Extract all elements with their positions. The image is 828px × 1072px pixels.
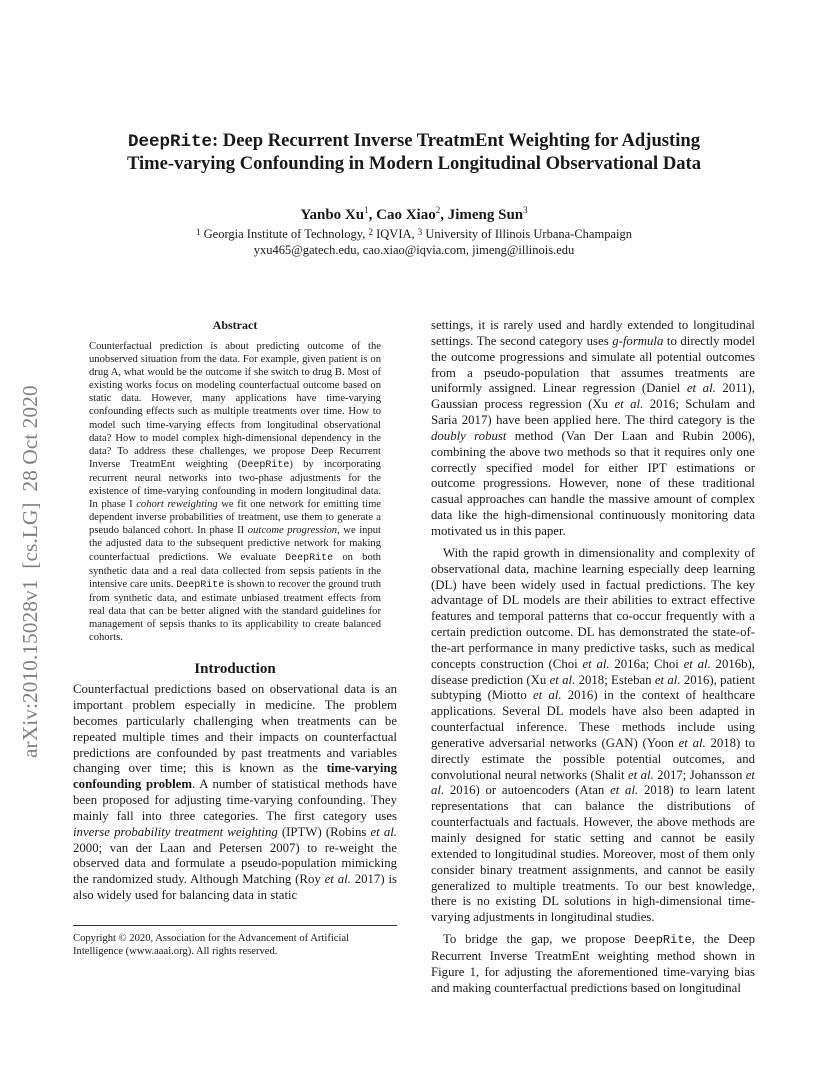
copyright-notice: Copyright © 2020, Association for the Advancement of Artificial Intelligence (www.aaai.org). All rights reserved. [73,925,397,958]
author-emails: yxu465@gatech.edu, cao.xiao@iqvia.com, jimeng@illinois.edu [253,243,575,257]
author-name: Jimeng Sun [447,207,524,223]
affiliations [70,226,758,258]
body-paragraph: To bridge the gap, we propose DeepRite, the Deep Recurrent Inverse TreatmEnt weighting method shown in Figure 1, for adjusting the aforementioned time-varying bias and making counterfactual predictions based on longitudinal [431,932,755,995]
body-paragraph: settings, it is rarely used and hardly extended to longitudinal settings. The second category uses g-formula to directly model the outcome progressions and simulate all potential outcomes from a pseudo-population that assumes treatments are uniformly assigned. Linear regression (Daniel et al. 2011), Gaussian process regression (Xu et al. 2016; Schulam and Saria 2017) have been applied here. The third category is the doubly robust method (Van Der Laan and Rubin 2006), combining the above two methods so that it requires only one correctly specified model for either IPT estimations or outcome progressions. However, none of these traditional casual approaches can handle the massive amount of complex data like the high-dimensional continuously monitoring data motivated us in this paper. [431,318,756,538]
author-name: Cao Xiao [376,207,436,223]
arxiv-identifier-stamp [6,290,48,760]
affiliation-line: $^1$ Georgia Institute of Technology, $^2$ IQVIA, $^3$ University of Illinois Urbana-Champaign [196,227,632,241]
author-mark: 1 [364,205,369,215]
intro-paragraph: Counterfactual predictions based on observational data is an important problem especially in medicine. The problem becomes particularly challenging when treatments can be repeated multiple times and their impacts on counterfactual predictions are confounded by past treatments and variables changing over time; this is known as the time-varying confounding problem. A number of statistical methods have been proposed for adjusting time-varying confounding. They mainly fall into three categories. The first category uses inverse probability treatment weighting (IPTW) (Robins et al. 2000; van der Laan and Petersen 2007) to re-weight the observed data and formulate a pseudo-population mimicking the randomized study. Although Matching (Roy et al. 2017) is also widely used for balancing data in static [73,682,397,903]
title-line2: Time-varying Confounding in Modern Longitudinal Observational Data [126,153,702,174]
arxiv-identifier: arXiv:2010.15028v1 [cs.LG] 28 Oct 2020 [18,385,42,758]
right-column [431,318,755,996]
title-line1: : Deep Recurrent Inverse TreatmEnt Weighting for Adjusting [211,130,701,151]
body-paragraph: With the rapid growth in dimensionality and complexity of observational data, machine learning especially deep learning (DL) have been widely used in factual predictions. The key advantage of DL models are their abilities to extract effective features and temporal patterns that co-occur frequently with a certain prediction outcome. DL has demonstrated the state-of-the-art performance in many predictive tasks, such as medical concepts construction (Choi et al. 2016a; Choi et al. 2016b), disease prediction (Xu et al. 2018; Esteban et al. 2016), patient subtyping (Miotto et al. 2016) in the context of healthcare applications. Several DL models have also been adapted in counterfactual inference. These methods include using generative adversarial networks (GAN) (Yoon et al. 2018) to directly estimate the possible potential outcomes, and convolutional neural networks (Shalit et al. 2017; Johansson et al. 2016) or autoencoders (Atan et al. 2018) to learn latent representations that can balance the distributions of counterfactuals and factuals. However, the above methods are mainly designed for static setting and cannot be easily extended to longitudinal studies. Moreover, most of them only consider binary treatment assignments, and cannot be easily generalized to multiple treatments. To our best knowledge, there is no existing DL solutions in high-dimensional time-varying adjustments in longitudinal studies. [431,545,756,925]
author-name: Yanbo Xu [300,207,365,223]
author-list: Yanbo Xu$^1$, Cao Xiao$^2$, Jimeng Sun$^3$ [300,205,528,223]
introduction-heading: Introduction [194,661,276,678]
author-mark: 2 [435,205,441,215]
abstract-text: Counterfactual prediction is about predicting outcome of the unobserved situation from the data. For example, given patient is on drug A, what would be the outcome if she switch to drug B. Most of existing works focus on modeling counterfactual outcome based on static data. However, many applications have time-varying confounding effects such as multiple treatments over time. How to model such time-varying effects from longitudinal observational data? How to model complex high-dimensional dependency in the data? To address these challenges, we propose Deep Recurrent Inverse TreatmEnt weighting (DeepRite) by incorporating recurrent neural networks into two-phase adjustments for the existence of time-varying confounding in modern longitudinal data. In phase I cohort reweighting we fit one network for emitting time dependent inverse probabilities of treatment, use them to generate a pseudo balanced cohort. In phase II outcome progression, we input the adjusted data to the subsequent predictive network for making counterfactual predictions. We evaluate DeepRite on both synthetic data and a real data collected from sepsis patients in the intensive care units. DeepRite is shown to recover the ground truth from synthetic data, and estimate unbiased treatment effects from real data that can be better aligned with the standard guidelines for management of sepsis thanks to its applicability to create balanced cohorts. [89,341,382,644]
title-method-name: DeepRite [127,132,212,152]
left-column [73,318,397,904]
author-mark: 3 [523,205,528,215]
abstract-heading: Abstract [212,318,258,332]
paper-title [70,130,758,175]
